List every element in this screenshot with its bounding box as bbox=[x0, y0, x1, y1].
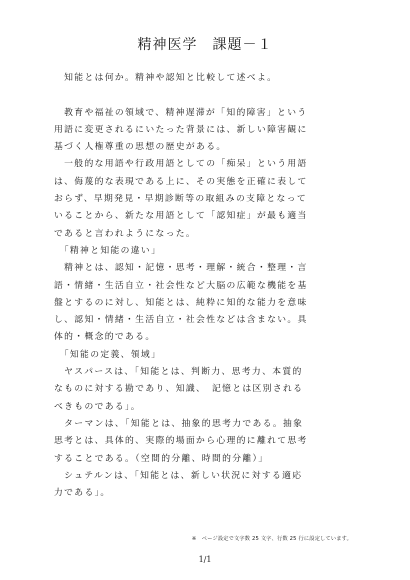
page-setup-note: ※ ページ設定で文字数 25 文字、行数 25 行に設定しています。 bbox=[191, 536, 352, 542]
text-line: シュテルンは、「知能とは、新しい状況に対する適応 bbox=[54, 470, 303, 481]
paragraph bbox=[54, 260, 364, 346]
text-line: 基づく人権尊重の思想の歴史がある。 bbox=[54, 142, 227, 153]
text-line: おらず、早期発見・早期診断等の取組みの支障となって bbox=[54, 194, 307, 205]
text-line: 「精神と知能の違い」 bbox=[54, 245, 162, 256]
text-line: 教育や福祉の領域で、精神遅滞が「知的障害」という bbox=[54, 107, 308, 118]
text-line: 思考とは、具体的、実際的場面から心理的に離れて思考 bbox=[54, 436, 308, 447]
paragraph bbox=[54, 416, 364, 468]
text-line: 知能とは何か。精神や認知と比較して述べよ。 bbox=[54, 73, 278, 83]
text-line: 用語に変更されるにいたった背景には、新しい障害観に bbox=[54, 124, 308, 135]
text-line: 語・情緒・生活自立・社会性など大脳の広範な機能を基 bbox=[54, 280, 308, 291]
text-line: いることから、新たな用語として「認知症」が最も適当 bbox=[54, 211, 308, 222]
text-line: ヤスパースは、「知能とは、判断力、思考力、本質的 bbox=[54, 367, 303, 378]
text-line: 「知能の定義、領域」 bbox=[54, 349, 162, 360]
text-line: べきものである」。 bbox=[54, 401, 141, 412]
text-line: 体的・概念的である。 bbox=[54, 332, 156, 343]
text-line: であると言われようになった。 bbox=[54, 228, 197, 239]
paragraph bbox=[54, 105, 364, 157]
text-line: 盤とするのに対し、知能とは、純粋に知的な能力を意味 bbox=[54, 297, 308, 308]
page-number: 1/1 bbox=[198, 555, 212, 564]
paragraph bbox=[54, 70, 364, 87]
text-line: 精神とは、認知・記憶・思考・理解・統合・整理・言 bbox=[54, 263, 308, 274]
text-line: 力である」。 bbox=[54, 488, 111, 499]
document-body bbox=[54, 70, 364, 502]
blank-line bbox=[54, 87, 364, 104]
text-line: し、認知・情緒・生活自立・社会性などは含まない。具 bbox=[54, 315, 308, 326]
paragraph bbox=[54, 468, 364, 503]
paragraph bbox=[54, 347, 364, 364]
paragraph bbox=[54, 156, 364, 242]
text-line: することである。（空間的分離、時間的分離）」 bbox=[54, 453, 269, 464]
text-line: ターマンは、「知能とは、抽象的思考力である。抽象 bbox=[54, 418, 304, 429]
paragraph bbox=[54, 364, 364, 416]
paragraph bbox=[54, 243, 364, 260]
document-title: 精神医学 課題－１ bbox=[137, 37, 273, 53]
text-line: は、侮蔑的な表現である上に、その実態を正確に表して bbox=[54, 176, 308, 187]
text-line: なものに対する勘であり、知識、 記憶とは区別される bbox=[54, 384, 304, 395]
text-line: 一般的な用語や行政用語としての「痴呆」という用語 bbox=[54, 159, 308, 170]
